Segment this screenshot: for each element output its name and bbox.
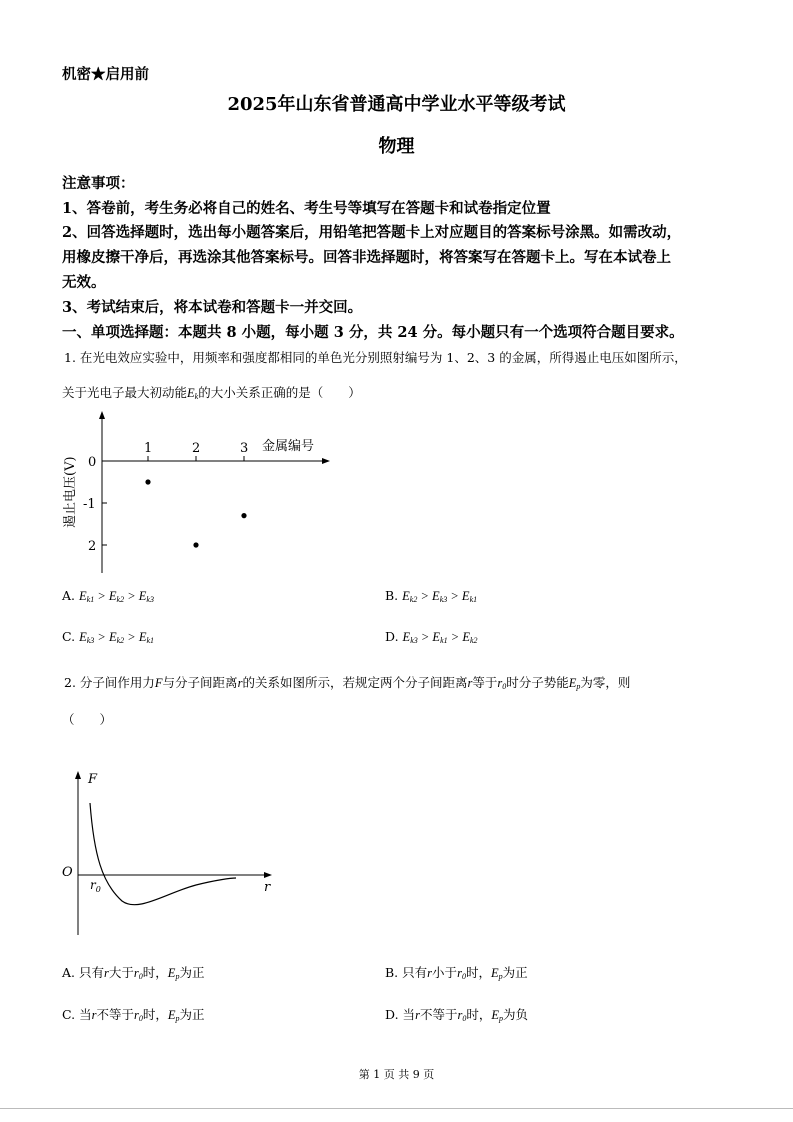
q1-option-d[interactable] <box>385 629 478 645</box>
q2-symbol-Ep <box>569 676 581 690</box>
q2-d-end: 为负 <box>502 1007 528 1022</box>
q2-b-ep <box>491 966 503 980</box>
page-bottom-rule <box>0 1108 793 1109</box>
q2-c-ep-sub: p <box>175 1014 180 1023</box>
q1-point-2 <box>193 542 198 547</box>
q2-symbol-r0 <box>497 676 506 690</box>
q2-b-end: 为正 <box>502 965 528 980</box>
q1-option-b[interactable] <box>385 588 477 604</box>
q1-point-1 <box>145 479 150 484</box>
q2-c-r: r <box>91 1008 97 1022</box>
q1-option-d-formula: $E_{k3} > E_{k1} > E_{k2}$ <box>402 630 478 645</box>
q1-option-c[interactable] <box>62 629 154 645</box>
q2-force-distance-chart <box>56 765 286 940</box>
q2-a-r0-letter: r <box>133 966 139 980</box>
q2-option-d[interactable] <box>385 1005 528 1023</box>
q2-option-c-label: C. <box>62 1007 76 1022</box>
q2-a-r0-sub: 0 <box>138 972 143 981</box>
secret-label: 机密★启用前 <box>62 66 149 83</box>
q2-text-d: 等于 <box>472 675 498 690</box>
q2-c-ep-letter: E <box>167 1008 176 1022</box>
q2-b-r0-sub: 0 <box>461 972 466 981</box>
q1-option-a[interactable] <box>62 588 154 604</box>
q2-text-a: 2. 分子间作用力 <box>64 675 155 690</box>
q2-r0-letter: r <box>497 676 503 690</box>
q2-d-post: 时， <box>466 1007 492 1022</box>
notice-item-3: 3、考试结束后，将本试卷和答题卡一并交回。 <box>62 299 363 316</box>
q2-line1 <box>64 673 630 691</box>
q2-r0-sub: 0 <box>502 682 507 691</box>
q2-d-r0-letter: r <box>457 1008 463 1022</box>
q1-x-tick-label-2: 2 <box>192 441 201 456</box>
q2-c-r0 <box>134 1008 143 1022</box>
q2-origin-label: O <box>62 865 73 880</box>
q2-a-post: 时， <box>142 965 168 980</box>
q1-c-sub1: k3 <box>86 636 95 645</box>
q2-r0-label <box>90 878 101 894</box>
q2-axis-label-F: F <box>88 772 98 787</box>
q1-a-sub3: k3 <box>146 595 154 604</box>
notice-heading: 注意事项： <box>62 175 135 192</box>
notice-item-2: 2、回答选择题时，选出每小题答案后，用铅笔把答题卡上对应题目的答案标号涂黑。如需改动， <box>62 224 682 241</box>
q2-d-r: r <box>415 1008 420 1022</box>
q2-b-post: 时， <box>465 965 491 980</box>
q2-c-r0-letter: r <box>133 1008 139 1022</box>
q1-option-a-label: A. <box>62 588 76 603</box>
q2-b-ep-sub: p <box>498 972 503 981</box>
q2-option-b-label: B. <box>385 965 399 980</box>
q1-ek-letter: E <box>187 386 195 400</box>
q2-axis-label-r: r <box>264 880 271 895</box>
q2-symbol-r-2: r <box>467 676 473 690</box>
q2-r0-label-letter: r <box>90 878 96 892</box>
q2-ep-letter: E <box>568 676 577 690</box>
q2-b-r: r <box>427 966 433 980</box>
chart1-group <box>62 411 330 573</box>
q1-x-tick-label-3: 3 <box>240 441 249 456</box>
q2-line2: （ ） <box>62 712 113 727</box>
q2-option-a-label: A. <box>62 965 76 980</box>
q2-option-a[interactable] <box>62 963 204 981</box>
q2-d-ep-sub: p <box>498 1014 503 1023</box>
q1-b-sub3: k1 <box>469 595 478 604</box>
q2-text-f: 为零，则 <box>580 675 631 690</box>
q1-c-sub2: k2 <box>116 636 125 645</box>
q1-option-c-formula: $E_{k3} > E_{k2} > E_{k1}$ <box>79 630 155 645</box>
q2-c-r0-sub: 0 <box>138 1014 143 1023</box>
q1-a-sub2: k2 <box>116 595 125 604</box>
q1-x-axis-arrow <box>322 458 330 464</box>
q2-option-d-label: D. <box>385 1007 399 1022</box>
q2-a-ep-letter: E <box>167 966 176 980</box>
q1-option-b-label: B. <box>385 588 399 603</box>
notice-item-1: 1、答卷前，考生务必将自己的姓名、考生号等填写在答题卡和试卷指定位置 <box>62 200 551 217</box>
q1-x-tick-label-1: 1 <box>144 441 153 456</box>
q1-y-tick-label-2: 2 <box>88 539 97 554</box>
q1-line2-pre: 关于光电子最大初动能 <box>62 385 188 400</box>
q2-y-axis-arrow <box>75 771 81 779</box>
q2-a-end: 为正 <box>179 965 205 980</box>
q1-x-axis-title: 金属编号 <box>262 439 315 454</box>
q1-y-tick-label-0: 0 <box>88 455 97 470</box>
q1-point-3 <box>241 513 246 518</box>
q2-symbol-r: r <box>237 676 243 690</box>
q2-c-post: 时， <box>142 1007 168 1022</box>
q2-d-mid: 不等于 <box>419 1007 458 1022</box>
q1-ek-sub: k <box>194 392 199 401</box>
q1-option-d-label: D. <box>385 629 399 644</box>
q2-option-c[interactable] <box>62 1005 205 1023</box>
q1-b-sub2: k3 <box>439 595 448 604</box>
q1-line2-post: 的大小关系正确的是（ ） <box>198 385 361 400</box>
q2-c-end: 为正 <box>179 1007 205 1022</box>
q2-a-pre: 只有 <box>79 965 105 980</box>
q1-d-sub3: k2 <box>469 636 478 645</box>
notice-item-2-cont: 用橡皮擦干净后，再选涂其他答案标号。回答非选择题时，将答案写在答题卡上。写在本试卷上 <box>62 249 671 266</box>
q1-stopping-voltage-chart <box>56 408 346 578</box>
q2-d-ep-letter: E <box>491 1008 499 1022</box>
q1-c-sub3: k1 <box>146 636 155 645</box>
exam-title: 2025年山东省普通高中学业水平等级考试 <box>227 94 566 115</box>
q2-d-ep <box>491 1008 503 1022</box>
q2-b-ep-letter: E <box>490 966 499 980</box>
q1-ek-symbol <box>187 386 198 400</box>
q2-a-ep-sub: p <box>175 972 180 981</box>
q1-b-sub1: k2 <box>409 595 418 604</box>
q1-d-sub1: k3 <box>410 636 418 645</box>
q2-option-b[interactable] <box>385 963 528 981</box>
q2-b-r0 <box>457 966 466 980</box>
q2-r0-label-sub: 0 <box>95 885 101 894</box>
q1-option-c-label: C. <box>62 629 76 644</box>
q2-a-r0 <box>134 966 143 980</box>
q2-text-c: 的关系如图所示，若规定两个分子间距离 <box>242 675 468 690</box>
q2-b-r0-letter: r <box>457 966 462 980</box>
q2-ep-sub: p <box>576 682 581 691</box>
q2-d-r0-sub: 0 <box>462 1014 467 1023</box>
notice-item-2-end: 无效。 <box>62 274 106 291</box>
subject-title: 物理 <box>378 136 415 157</box>
q1-a-sub1: k1 <box>86 595 95 604</box>
q2-a-ep <box>168 966 180 980</box>
q2-b-pre: 只有 <box>402 965 428 980</box>
q2-text-b: 与分子间距离 <box>162 675 238 690</box>
q2-d-pre: 当 <box>402 1007 416 1022</box>
section-heading: 一、单项选择题：本题共 8 小题，每小题 3 分，共 24 分。每小题只有一个选项符合题目要求。 <box>62 324 684 341</box>
q2-a-mid: 大于 <box>108 965 134 980</box>
q1-y-axis-title: 遏止电压(V) <box>63 456 78 528</box>
q2-force-curve <box>90 803 236 905</box>
q2-c-pre: 当 <box>79 1007 92 1022</box>
q2-x-axis-arrow <box>264 872 272 878</box>
q2-a-r: r <box>104 966 109 980</box>
q1-line1: 1. 在光电效应实验中，用频率和强度都相同的单色光分别照射编号为 1、2、3 的金属，所得遏止电压如图所示， <box>64 350 687 365</box>
q2-text-e: 时分子势能 <box>506 675 569 690</box>
q2-b-mid: 小于 <box>432 965 458 980</box>
q1-option-a-formula: $E_{k1} > E_{k2} > E_{k3}$ <box>79 589 154 604</box>
q1-y-tick-label-1: -1 <box>83 497 96 512</box>
q1-y-axis-arrow <box>99 411 105 419</box>
q2-symbol-F: F <box>154 676 163 690</box>
q1-line2 <box>62 383 361 401</box>
q2-c-mid: 不等于 <box>96 1007 134 1022</box>
q1-d-sub2: k1 <box>440 636 448 645</box>
page-number: 第 1 页 共 9 页 <box>358 1068 435 1081</box>
q1-option-b-formula: $E_{k2} > E_{k3} > E_{k1}$ <box>402 589 478 604</box>
q2-d-r0 <box>457 1008 466 1022</box>
q2-c-ep <box>168 1008 180 1022</box>
